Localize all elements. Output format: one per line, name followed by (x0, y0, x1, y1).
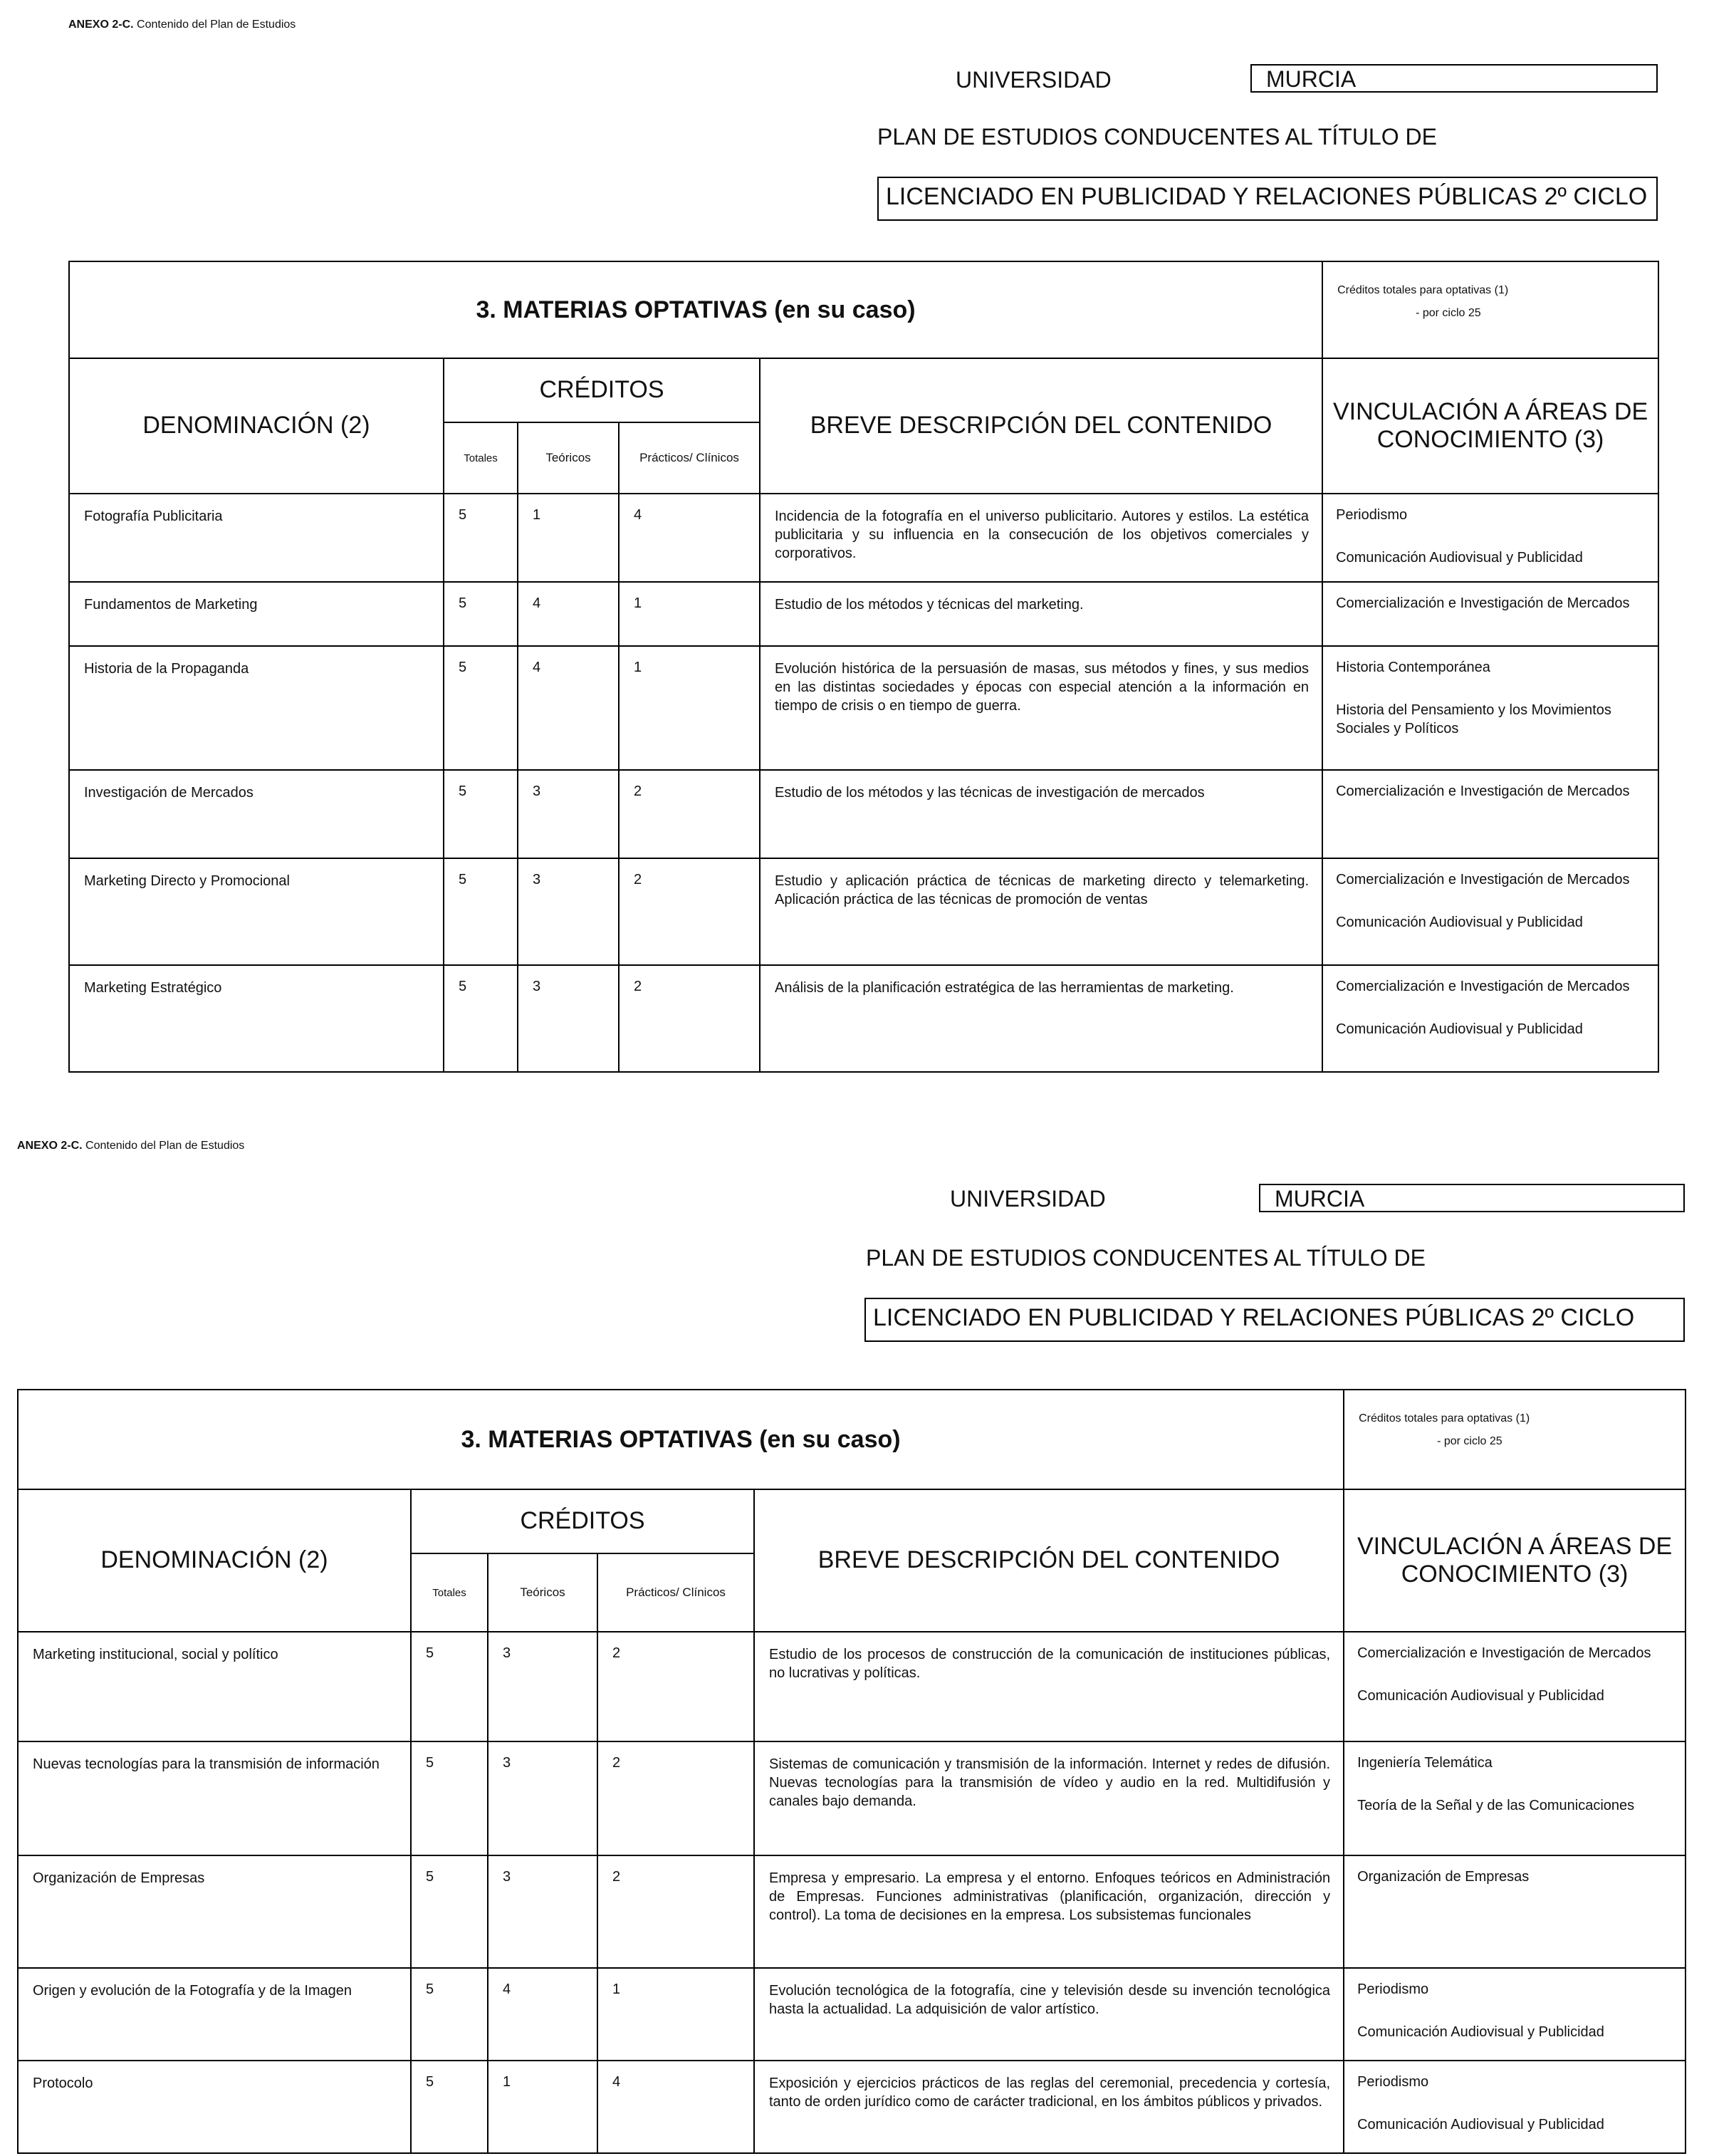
credits-teoricos: 3 (488, 1632, 597, 1741)
subject-name: Fotografía Publicitaria (69, 494, 444, 582)
credits-practicos: 4 (597, 2061, 754, 2153)
subject-name: Fundamentos de Marketing (69, 582, 444, 646)
optional-subjects-table (68, 261, 1659, 1073)
university-name: MURCIA (1250, 64, 1658, 93)
header-descripcion: BREVE DESCRIPCIÓN DEL CONTENIDO (760, 358, 1322, 494)
knowledge-area: Periodismo (1357, 1981, 1429, 1997)
table-row (69, 965, 1658, 1072)
knowledge-areas (1344, 1855, 1686, 1968)
credits-practicos: 1 (597, 1968, 754, 2061)
knowledge-areas (1322, 770, 1658, 858)
table-row (18, 2061, 1686, 2153)
credits-teoricos: 3 (488, 1741, 597, 1855)
knowledge-areas (1344, 1968, 1686, 2061)
plan-heading: PLAN DE ESTUDIOS CONDUCENTES AL TÍTULO DE (877, 124, 1437, 150)
header-denominacion: DENOMINACIÓN (2) (18, 1489, 411, 1632)
section-title: 3. MATERIAS OPTATIVAS (en su caso) (18, 1390, 1344, 1489)
credits-practicos: 2 (597, 1741, 754, 1855)
knowledge-area: Comercialización e Investigación de Mercados (1336, 595, 1630, 611)
credits-practicos: 1 (619, 582, 760, 646)
knowledge-area: Organización de Empresas (1357, 1869, 1530, 1885)
credits-teoricos: 4 (518, 582, 619, 646)
header-descripcion: BREVE DESCRIPCIÓN DEL CONTENIDO (754, 1489, 1344, 1632)
degree-title: LICENCIADO EN PUBLICIDAD Y RELACIONES PÚBLICAS 2º CICLO (877, 177, 1658, 221)
credits-practicos: 1 (619, 646, 760, 770)
knowledge-areas (1322, 858, 1658, 965)
knowledge-area: Comunicación Audiovisual y Publicidad (1357, 2117, 1604, 2132)
content-description: Estudio de los procesos de construcción de la comunicación de instituciones públicas, no lucrativas y políticas. (754, 1632, 1344, 1741)
credits-practicos: 2 (619, 858, 760, 965)
subject-name: Historia de la Propaganda (69, 646, 444, 770)
knowledge-area: Comercialización e Investigación de Mercados (1336, 979, 1630, 994)
table-row (18, 1855, 1686, 1968)
knowledge-areas (1322, 494, 1658, 582)
section-header-row (18, 1390, 1686, 1489)
subject-name: Marketing Estratégico (69, 965, 444, 1072)
column-header-row (69, 358, 1658, 422)
knowledge-area: Comercialización e Investigación de Mercados (1357, 1645, 1651, 1661)
table-row (69, 494, 1658, 582)
knowledge-area: Comunicación Audiovisual y Publicidad (1336, 1021, 1583, 1037)
table-row (18, 1741, 1686, 1855)
credits-totales: 5 (411, 1741, 488, 1855)
credits-total-label: Créditos totales para optativas (1) (1337, 284, 1509, 296)
content-description: Sistemas de comunicación y transmisión de la información. Internet y redes de difusión. Nuevas tecnologías para la transmisión de vídeo y audio en la red. Multidifusión y canales bajo demanda. (754, 1741, 1344, 1855)
column-header-row (18, 1489, 1686, 1553)
content-description: Estudio de los métodos y técnicas del marketing. (760, 582, 1322, 646)
knowledge-area: Periodismo (1336, 507, 1408, 523)
knowledge-areas (1322, 965, 1658, 1072)
content-description: Empresa y empresario. La empresa y el entorno. Enfoques teóricos en Administración de Empresas. Funciones administrativas (planificación, organización, dirección y control). La toma de decisiones en la empresa. Los subsistemas funcionales (754, 1855, 1344, 1968)
table-row (69, 770, 1658, 858)
knowledge-areas (1322, 646, 1658, 770)
per-cycle-credits: - por ciclo 25 (1416, 307, 1481, 319)
credits-teoricos: 4 (488, 1968, 597, 2061)
credits-totales: 5 (444, 770, 518, 858)
annex-title: Contenido del Plan de Estudios (85, 1140, 245, 1152)
content-description: Estudio de los métodos y las técnicas de investigación de mercados (760, 770, 1322, 858)
table-row (69, 582, 1658, 646)
plan-heading: PLAN DE ESTUDIOS CONDUCENTES AL TÍTULO DE (866, 1245, 1426, 1271)
subject-name: Organización de Empresas (18, 1855, 411, 1968)
credits-practicos: 2 (619, 965, 760, 1072)
header-creditos: CRÉDITOS (444, 358, 760, 422)
credits-total-box (1322, 261, 1658, 358)
content-description: Evolución histórica de la persuasión de masas, sus métodos y fines, y sus medios en las distintas sociedades y épocas con especial atención a la información en tiempo de crisis o en tiempo de guerra. (760, 646, 1322, 770)
content-description: Incidencia de la fotografía en el universo publicitario. Autores y estilos. La estética publicitaria y su influencia en la consecución de los objetivos comerciales y corporativos. (760, 494, 1322, 582)
credits-practicos: 2 (597, 1632, 754, 1741)
header-teoricos: Teóricos (518, 422, 619, 494)
table-row (69, 858, 1658, 965)
knowledge-area: Comercialización e Investigación de Mercados (1336, 783, 1630, 799)
annex-heading (17, 1140, 244, 1152)
knowledge-area: Comunicación Audiovisual y Publicidad (1357, 2024, 1604, 2040)
optional-subjects-table (17, 1389, 1686, 2154)
subject-name: Protocolo (18, 2061, 411, 2153)
credits-totales: 5 (444, 646, 518, 770)
knowledge-areas (1344, 1632, 1686, 1741)
university-label: UNIVERSIDAD (950, 1186, 1106, 1212)
section-title: 3. MATERIAS OPTATIVAS (en su caso) (69, 261, 1322, 358)
header-creditos: CRÉDITOS (411, 1489, 754, 1553)
header-totales: Totales (444, 422, 518, 494)
credits-totales: 5 (444, 582, 518, 646)
knowledge-area: Historia del Pensamiento y los Movimientos Sociales y Políticos (1336, 702, 1611, 736)
credits-total-box (1344, 1390, 1686, 1489)
annex-code: ANEXO 2-C. (68, 19, 134, 31)
credits-teoricos: 1 (518, 494, 619, 582)
content-description: Análisis de la planificación estratégica de las herramientas de marketing. (760, 965, 1322, 1072)
header-vinculacion: VINCULACIÓN A ÁREAS DE CONOCIMIENTO (3) (1344, 1489, 1686, 1632)
table-row (69, 646, 1658, 770)
knowledge-areas (1344, 2061, 1686, 2153)
credits-practicos: 2 (619, 770, 760, 858)
annex-code: ANEXO 2-C. (17, 1140, 83, 1152)
credits-total-label: Créditos totales para optativas (1) (1359, 1412, 1530, 1425)
credits-totales: 5 (411, 2061, 488, 2153)
content-description: Evolución tecnológica de la fotografía, cine y televisión desde su invención tecnológica hasta la actualidad. La adquisición de valor artístico. (754, 1968, 1344, 2061)
annex-title: Contenido del Plan de Estudios (137, 19, 296, 31)
content-description: Exposición y ejercicios prácticos de las reglas del ceremonial, precedencia y cortesía, tanto de orden jurídico como de carácter tradicional, en los ámbitos públicos y privados. (754, 2061, 1344, 2153)
content-description: Estudio y aplicación práctica de técnicas de marketing directo y telemarketing. Aplicación práctica de las técnicas de promoción de ventas (760, 858, 1322, 965)
annex-heading (68, 19, 296, 31)
credits-totales: 5 (411, 1968, 488, 2061)
knowledge-area: Comunicación Audiovisual y Publicidad (1336, 915, 1583, 930)
knowledge-area: Teoría de la Señal y de las Comunicaciones (1357, 1798, 1635, 1813)
credits-teoricos: 3 (518, 770, 619, 858)
subject-name: Investigación de Mercados (69, 770, 444, 858)
subject-name: Origen y evolución de la Fotografía y de la Imagen (18, 1968, 411, 2061)
header-vinculacion: VINCULACIÓN A ÁREAS DE CONOCIMIENTO (3) (1322, 358, 1658, 494)
section-header-row (69, 261, 1658, 358)
knowledge-area: Ingeniería Telemática (1357, 1755, 1493, 1771)
university-name: MURCIA (1259, 1184, 1685, 1212)
credits-totales: 5 (444, 858, 518, 965)
header-practicos: Prácticos/ Clínicos (597, 1553, 754, 1632)
credits-teoricos: 3 (518, 858, 619, 965)
header-practicos: Prácticos/ Clínicos (619, 422, 760, 494)
header-totales: Totales (411, 1553, 488, 1632)
credits-totales: 5 (411, 1855, 488, 1968)
credits-totales: 5 (411, 1632, 488, 1741)
knowledge-area: Comunicación Audiovisual y Publicidad (1357, 1688, 1604, 1704)
table-row (18, 1632, 1686, 1741)
knowledge-areas (1344, 1741, 1686, 1855)
knowledge-area: Periodismo (1357, 2074, 1429, 2090)
header-teoricos: Teóricos (488, 1553, 597, 1632)
credits-teoricos: 3 (488, 1855, 597, 1968)
credits-teoricos: 1 (488, 2061, 597, 2153)
table-row (18, 1968, 1686, 2061)
credits-teoricos: 3 (518, 965, 619, 1072)
degree-title: LICENCIADO EN PUBLICIDAD Y RELACIONES PÚBLICAS 2º CICLO (864, 1298, 1685, 1342)
subject-name: Marketing institucional, social y político (18, 1632, 411, 1741)
knowledge-area: Comercialización e Investigación de Mercados (1336, 872, 1630, 887)
credits-practicos: 2 (597, 1855, 754, 1968)
credits-teoricos: 4 (518, 646, 619, 770)
knowledge-area: Historia Contemporánea (1336, 660, 1490, 675)
knowledge-areas (1322, 582, 1658, 646)
header-denominacion: DENOMINACIÓN (2) (69, 358, 444, 494)
credits-totales: 5 (444, 494, 518, 582)
per-cycle-credits: - por ciclo 25 (1437, 1435, 1502, 1447)
subject-name: Marketing Directo y Promocional (69, 858, 444, 965)
university-label: UNIVERSIDAD (956, 67, 1112, 93)
credits-practicos: 4 (619, 494, 760, 582)
subject-name: Nuevas tecnologías para la transmisión de información (18, 1741, 411, 1855)
credits-totales: 5 (444, 965, 518, 1072)
knowledge-area: Comunicación Audiovisual y Publicidad (1336, 550, 1583, 566)
